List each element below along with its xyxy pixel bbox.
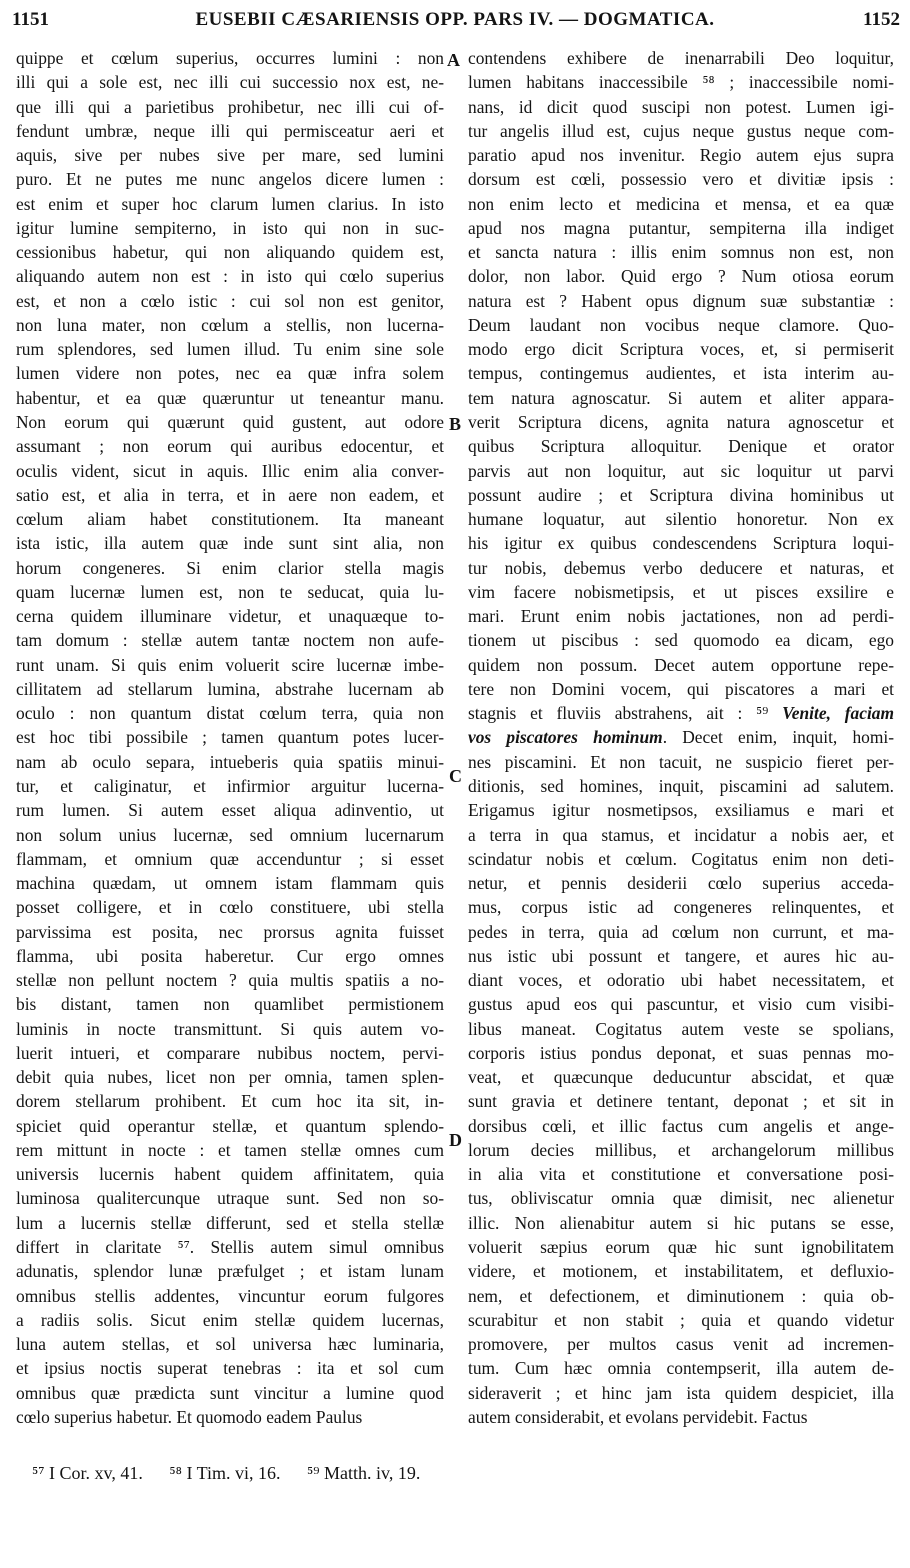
left-column-line: omnibus quæ prædicta sunt vincitur a lumine quod [16,1382,444,1403]
right-column-line: vim facere nobismetipsis, et ut pisces exsilire e [468,581,894,602]
quotation-venite: Venite, faciam [782,703,894,724]
right-column-line: tempus, contingemus audientes, et ista interim au- [468,363,894,384]
left-column-line: universis lucernis habent quidem affinitatem, quia [16,1164,444,1185]
left-column-line: a radiis solis. Sicut enim stellæ quidem lucernas, [16,1309,444,1330]
right-column-line: natura est ? Habent opus dignum suæ substantiæ : [468,290,894,311]
right-column-line: corporis istius pondus deponat, et suas pennas mo- [468,1042,894,1063]
right-column-line: modo ergo dicit Scriptura voces, et, si permiserit [468,339,894,360]
footnote-58: ⁵⁸ I Tim. vi, 16. [169,1463,281,1483]
right-column-line: tionem ut piscibus : sed quomodo ea dicam, ego [468,630,894,651]
right-column-line: et sancta natura : illis enim somnus non est, non [468,242,894,263]
left-column-line: habentur, et ea quæ quæruntur ut teneantur manu. [16,387,444,408]
left-column-line: spiciet quid operantur stellæ, et quantum splendo- [16,1115,444,1136]
left-column-line: adunatis, splendor lunæ præfulget ; et istam lunam [16,1261,444,1282]
right-column-line: contendens exhibere de inenarrabili Deo loquitur, [468,48,894,68]
right-column-line: scurabitur et non stabit ; quia et quando videtur [468,1309,894,1330]
left-column-line: cessionibus habetur, qui non aliquando quidem est, [16,242,444,263]
right-column-line: veat, et quæcunque deducuntur abscidat, et quæ [468,1067,894,1088]
right-column-line: parvis aut non loquitur, aut sic loquitur ut parvi [468,460,894,481]
left-column-line: rem mittunt in nocte : et tamen stellæ omnes cum [16,1139,444,1160]
right-column-line: stagnis et fluviis abstrahens, ait : ⁵⁹ Venite, faciam [468,703,894,724]
left-column-line: cœlum aliam habet constitutionem. Ita maneant [16,509,444,530]
left-column-line: horum congeneres. Si enim clarior stella magis [16,557,444,578]
right-column-line: gustus apud eos qui pascuntur, et visio cum visibi- [468,994,894,1015]
left-column-line: lumen videre non potes, nec ea quæ infra solem [16,363,444,384]
left-column-line: non solum unius lucernæ, sed omnium lucernarum [16,824,444,845]
left-column-line: tam domum : stellæ autem tantæ noctem non aufe- [16,630,444,651]
left-column-line: bis distant, tamen non quamlibet permistionem [16,994,444,1015]
running-title: EUSEBII CÆSARIENSIS OPP. PARS IV. — DOGMATICA. [195,9,715,30]
right-column-line: pedes in terra, quia ad cœlum non currunt, et ma- [468,921,894,942]
right-column-line: apud nos magna putantur, sempiterna illa indiget [468,217,894,238]
left-column-line: ista istic, illa autem quæ inde sunt sint alia, non [16,533,444,554]
left-column-line: est, et non a cœlo istic : cui sol non est genitor, [16,290,444,311]
right-column-line: voluerit sæpius eorum quæ hic sunt ignobilitatem [468,1237,894,1258]
margin-marker-a: A [447,50,460,70]
left-column-line: illi qui a sole est, nec illi cui successio nox est, ne- [16,72,444,93]
right-column-line: videre, et motionem, et instabilitatem, et defluxio- [468,1261,894,1282]
right-column-line: Deum laudant non vocibus neque clamore. Quo- [468,314,894,335]
left-column-line: stellæ non pellunt noctem ? quia multis spatiis a no- [16,970,444,991]
left-column-line: omnibus stellis addentes, vincuntur eorum fulgores [16,1285,444,1306]
left-column-line: cœlo superius habetur. Et quomodo eadem Paulus [16,1406,363,1427]
right-column-line: nem, et defectionem, et diminutionem : quia ob- [468,1285,894,1306]
left-column-line: lum a lucernis stellæ differunt, sed et stella stellæ [16,1212,444,1233]
left-column-line: oculo : non quantum distat cœlum terra, quia non [16,703,444,724]
right-column-line: quibus Scriptura alloquitur. Denique et orator [468,436,894,457]
right-column-line: ditionis, sed homines, inquit, piscamini ad salutem. [468,775,894,796]
right-column-line: humane loquatur, aut silentio honoretur. Non ex [468,509,894,530]
left-column-line: oculis vident, sicut in aquis. Illic enim alia conver- [16,460,444,481]
right-column [468,46,894,1429]
left-column-line: assumant ; non eorum qui auribus edocentur, et [16,436,444,457]
right-column-line: mus, corpus istic ad congeneres relinquentes, et [468,897,894,918]
right-column-line: autem considerabit, et evolans pervidebit. Factus [468,1406,808,1427]
right-column-line: in alia vita et constitutione et conversatione posi- [468,1164,894,1185]
right-column-line: dolor, non labor. Quid ergo ? Num otiosa eorum [468,266,894,287]
right-column-line: tere non Domini vocem, qui piscatores a mari et [468,678,894,699]
left-column-line: est enim et super hoc clarum lumen clarius. In isto [16,193,444,214]
left-column-line: aliquando autem non est : in isto qui cœlo superius [16,266,444,287]
footnotes [32,1463,442,1484]
right-column-line: libus maneat. Cogitatus autem veste se spolians, [468,1018,894,1039]
left-column-line: aquis, sive per nubes sive per mare, sed lumini [16,145,444,166]
right-column-line: a terra in qua stamus, et incidatur a nobis aer, et [468,824,894,845]
left-column-line: rum splendores, sed lumen illud. Tu enim sine sole [16,339,444,360]
left-column-line: cillitatem ad stellarum lumina, abstrahe lucernam ab [16,678,444,699]
right-column-line: tur nobis, debemus verbo deducere et naturas, et [468,557,894,578]
left-column-line: non luna mater, non cœlum a stellis, non lucerna- [16,314,444,335]
page-number-left: 1151 [12,9,49,30]
right-column-line: dorsum est cœli, possessio vero et divitiæ ipsis : [468,169,894,190]
left-column-line: flamma, ubi posita haberetur. Cur ergo omnes [16,945,444,966]
left-column-line: posset colligere, et in cœlo constituere, ubi stella [16,897,444,918]
left-column-line: flammam, et omnium quæ accenduntur ; si esset [16,848,444,869]
left-column-line: tur, et caliginatur, et infirmior arguitur lucerna- [16,775,444,796]
right-column-line: nes piscamini. Et non tacuit, ne suspicio fieret per- [468,751,894,772]
right-column-line: scindatur nobis et cœlum. Cogitatus enim non deti- [468,848,894,869]
right-column-line: verit Scriptura dicens, agnita natura agnoscetur et [468,411,894,432]
left-column-line: debit quia nubes, licet non per omnia, tamen splen- [16,1067,444,1088]
left-column-line: luna autem stellas, et sol universa hæc luminaria, [16,1334,444,1355]
margin-marker-b: B [449,414,462,434]
right-column-line: sunt gravia et detinere tentant, deponat ; et sit in [468,1091,894,1112]
left-column-line: machina quædam, ut omnem istam flammam quis [16,873,444,894]
left-column-line: luminosa qualitercunque utraque sunt. Sed non so- [16,1188,444,1209]
right-column-line: possunt audire ; et Scriptura divina hominibus ut [468,484,894,505]
page-header [10,9,900,43]
left-column-line: rum lumen. Si autem esset aliqua adinventio, ut [16,800,444,821]
left-column-line: luerit intueri, et comparare nubibus noctem, pervi- [16,1042,444,1063]
left-column-line: differt in claritate ⁵⁷. Stellis autem simul omnibus [16,1237,444,1258]
left-column-line: parvissima est posita, nec prorsus agnita fuisset [16,921,444,942]
right-column-line: netur, et pennis desiderii cœlo superius acceda- [468,873,894,894]
left-column-line: quam lucernæ lumen est, non te seducat, quia lu- [16,581,444,602]
left-column-line: runt unam. Si quis enim voluerit scire lucernæ imbe- [16,654,444,675]
footnote-59: ⁵⁹ Matth. iv, 19. [306,1463,421,1483]
right-column-line: lumen habitans inaccessibile ⁵⁸ ; inaccessibile nomi- [468,72,894,93]
right-column-line: lorum decies millibus, et archangelorum millibus [468,1139,894,1160]
right-column-line [468,725,894,749]
right-column-line: diant voces, et odoratio ubi habet necessitatem, et [468,970,894,991]
right-column-line: nus istic ubi possunt et tangere, et aures hic au- [468,945,894,966]
left-column-line: quippe et cœlum superius, occurres lumini : non [16,48,444,68]
quotation-piscatores: vos piscatores hominum [468,727,663,748]
right-column-line: his igitur ex quibus condescendens Scriptura loqui- [468,533,894,554]
right-column-line: sideraverit ; et hinc jam ista quidem despiciet, illa [468,1382,894,1403]
right-column-line: mari. Erunt enim nobis jactationes, non ad perdi- [468,606,894,627]
right-column-line: dorsibus cœli, et illic factus cum angelis et ange- [468,1115,894,1136]
left-column-line: nam ab oculo separa, intueberis quia spatiis minui- [16,751,444,772]
left-column-line: cerna quidem illuminare videtur, et unaquæque to- [16,606,444,627]
right-column-line: promovere, per multos casus venit ad incremen- [468,1334,894,1355]
left-column-line: que illi qui a parietibus prohibetur, nec illi cui of- [16,96,444,117]
left-column-line: Non eorum qui quærunt quid gustent, aut odore [16,411,444,432]
right-column-line: illic. Non alienabitur autem si hic putans se esse, [468,1212,894,1233]
left-column-line: est hoc tibi possibile ; tamen quantum potes lucer- [16,727,444,748]
left-column-line: et ipsius noctis superat tenebras : ita et sol cum [16,1358,444,1379]
right-column-line: tem natura agnoscatur. Si autem et aliter appara- [468,387,894,408]
right-column-line: tus, obliviscatur omnia quæ dimisit, nec alienetur [468,1188,894,1209]
right-column-line: nans, id dicit quod suscipi non potest. Lumen igi- [468,96,894,117]
left-column-line: puro. Et ne putes me nunc angelos dicere lumen : [16,169,444,190]
right-column-line: non enim lecto et medicina et mensa, et ea quæ [468,193,894,214]
left-column [16,46,444,1429]
left-column-line: satio est, et alia in terra, et in aere non eadem, et [16,484,444,505]
left-column-line: igitur lumine sempiterno, in isto qui non in suc- [16,217,444,238]
left-column-line: dorem stellarum prohibent. Et cum hoc ita sit, in- [16,1091,444,1112]
right-column-line: quidem non possum. Decet autem opportune repe- [468,654,894,675]
page-number-right: 1152 [863,9,900,30]
right-column-line: tum. Cum hæc omnia contempserit, illa autem de- [468,1358,894,1379]
left-column-line: luminis in nocte transmittunt. Si quis autem vo- [16,1018,444,1039]
right-column-line: Erigamus igitur nosmetipsos, exsiliamus e mari et [468,800,894,821]
footnote-57: ⁵⁷ I Cor. xv, 41. [32,1463,143,1483]
quotation-continuation: . Decet enim, inquit, homi- [662,727,894,748]
left-column-line: fendunt umbræ, neque illi qui permisceatur aeri et [16,120,444,141]
right-column-line: paratio apud nos invenitur. Regio autem ejus supra [468,145,894,166]
margin-marker-c: C [449,766,462,786]
right-column-line: tur angelis illud est, cujus neque gustus neque com- [468,120,894,141]
margin-marker-d: D [449,1130,462,1150]
